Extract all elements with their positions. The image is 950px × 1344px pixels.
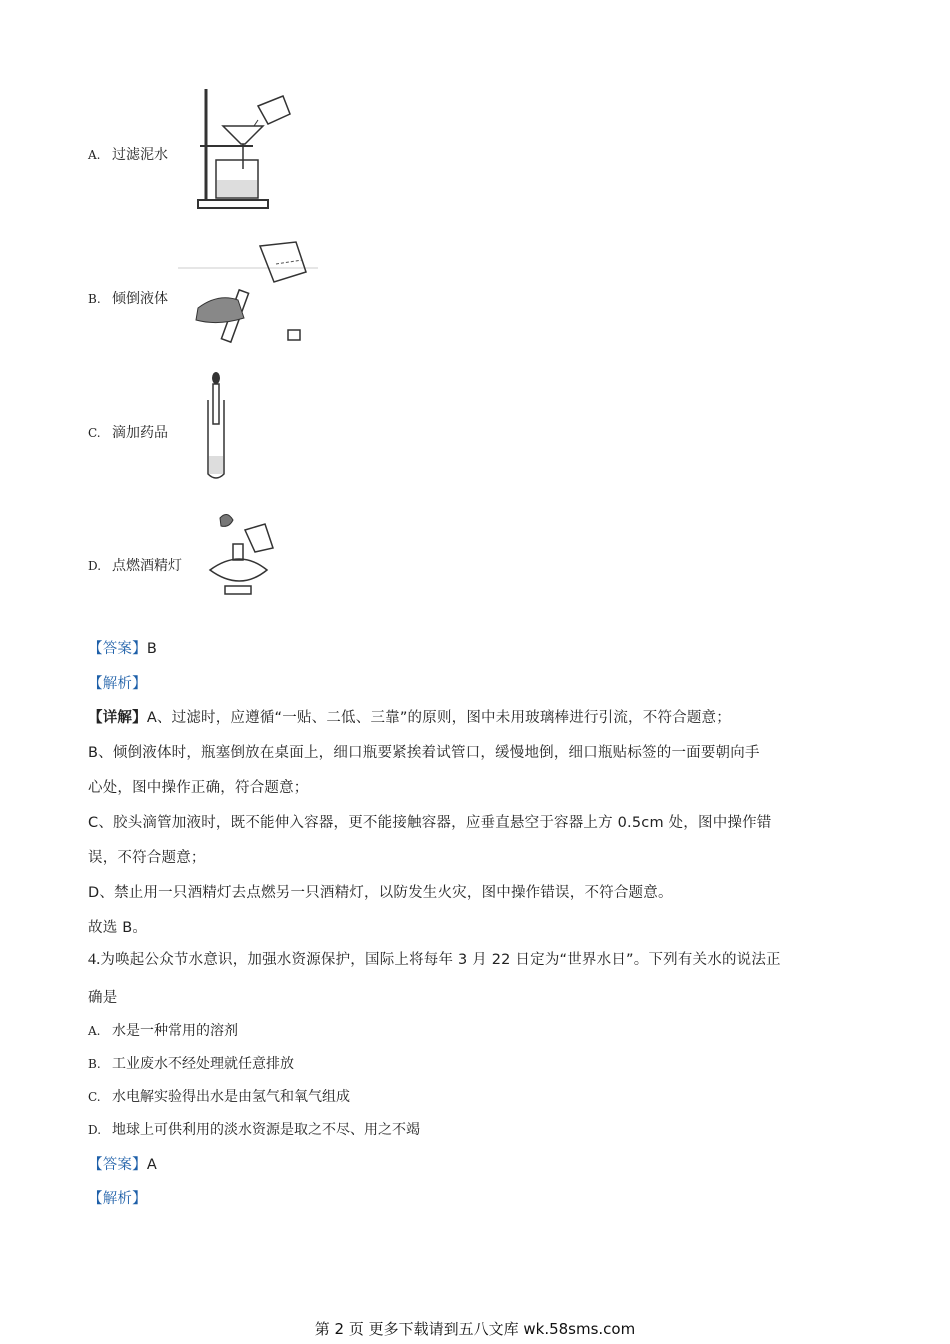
question-number: 4. [88, 951, 101, 968]
q4-stem-line-1 [88, 948, 781, 969]
option-letter: B. [88, 1057, 101, 1071]
option-letter: D. [88, 559, 102, 573]
q4-option-d [88, 1119, 420, 1139]
q4-answer [88, 1153, 157, 1174]
option-text: 工业废水不经处理就任意排放 [112, 1056, 294, 1072]
q4-analysis-tag: 【解析】 [88, 1191, 147, 1207]
q4-stem-line-2: 确是 [88, 990, 118, 1006]
option-letter: C. [88, 426, 101, 440]
q3-detail-line-6: D、禁止用一只酒精灯去点燃另一只酒精灯，以防发生火灾，图中操作错误，不符合题意。 [88, 885, 673, 901]
answer-tag: 【答案】 [88, 641, 147, 657]
page-footer: 第 2 页 更多下载请到五八文库 wk.58sms.com [314, 1320, 636, 1338]
option-letter: B. [88, 292, 101, 306]
q3-detail-line-3: 心处，图中操作正确，符合题意； [88, 780, 309, 796]
q4-option-b [88, 1053, 294, 1073]
q3-analysis-tag: 【解析】 [88, 676, 147, 692]
option-a [88, 144, 168, 164]
q3-answer [88, 637, 157, 658]
answer-value: A [146, 1157, 157, 1173]
alcohol-lamp-figure [195, 508, 285, 598]
option-letter: A. [88, 1024, 101, 1038]
filtration-figure [178, 84, 308, 214]
question-stem: 为唤起公众节水意识，加强水资源保护，国际上将每年 3 月 22 日定为“世界水日”。下列有关水的说法正 [100, 952, 781, 968]
option-letter: C. [88, 1090, 101, 1104]
q3-detail-line-4: C、胶头滴管加液时，既不能伸入容器，更不能接触容器，应垂直悬空于容器上方 0.5cm 处，图中操作错 [88, 815, 772, 831]
q3-detail-line-5: 误，不符合题意； [88, 850, 206, 866]
option-text: 点燃酒精灯 [112, 558, 182, 574]
q3-detail-line-2: B、倾倒液体时，瓶塞倒放在桌面上，细口瓶要紧挨着试管口，缓慢地倒，细口瓶贴标签的一面要朝向手 [88, 745, 760, 761]
q3-conclusion: 故选 B。 [88, 920, 148, 936]
option-b [88, 288, 168, 308]
option-letter: A. [88, 148, 101, 162]
detail-tag: 【详解】 [88, 710, 147, 726]
answer-value: B [146, 641, 157, 657]
dropper-figure [178, 370, 258, 482]
option-text: 滴加药品 [112, 425, 168, 441]
option-text: 水电解实验得出水是由氢气和氧气组成 [112, 1089, 350, 1105]
answer-tag: 【答案】 [88, 1157, 147, 1173]
detail-text: A、过滤时，应遵循“一贴、二低、三靠”的原则，图中未用玻璃棒进行引流，不符合题意； [146, 710, 731, 726]
pouring-liquid-figure [178, 238, 318, 348]
option-text: 过滤泥水 [112, 147, 168, 163]
option-d [88, 555, 182, 575]
q4-option-a [88, 1020, 238, 1040]
option-c [88, 422, 168, 442]
q3-detail-line-1 [88, 706, 731, 727]
option-text: 倾倒液体 [112, 291, 168, 307]
option-letter: D. [88, 1123, 102, 1137]
q4-option-c [88, 1086, 350, 1106]
option-text: 地球上可供利用的淡水资源是取之不尽、用之不竭 [112, 1122, 420, 1138]
option-text: 水是一种常用的溶剂 [112, 1023, 238, 1039]
